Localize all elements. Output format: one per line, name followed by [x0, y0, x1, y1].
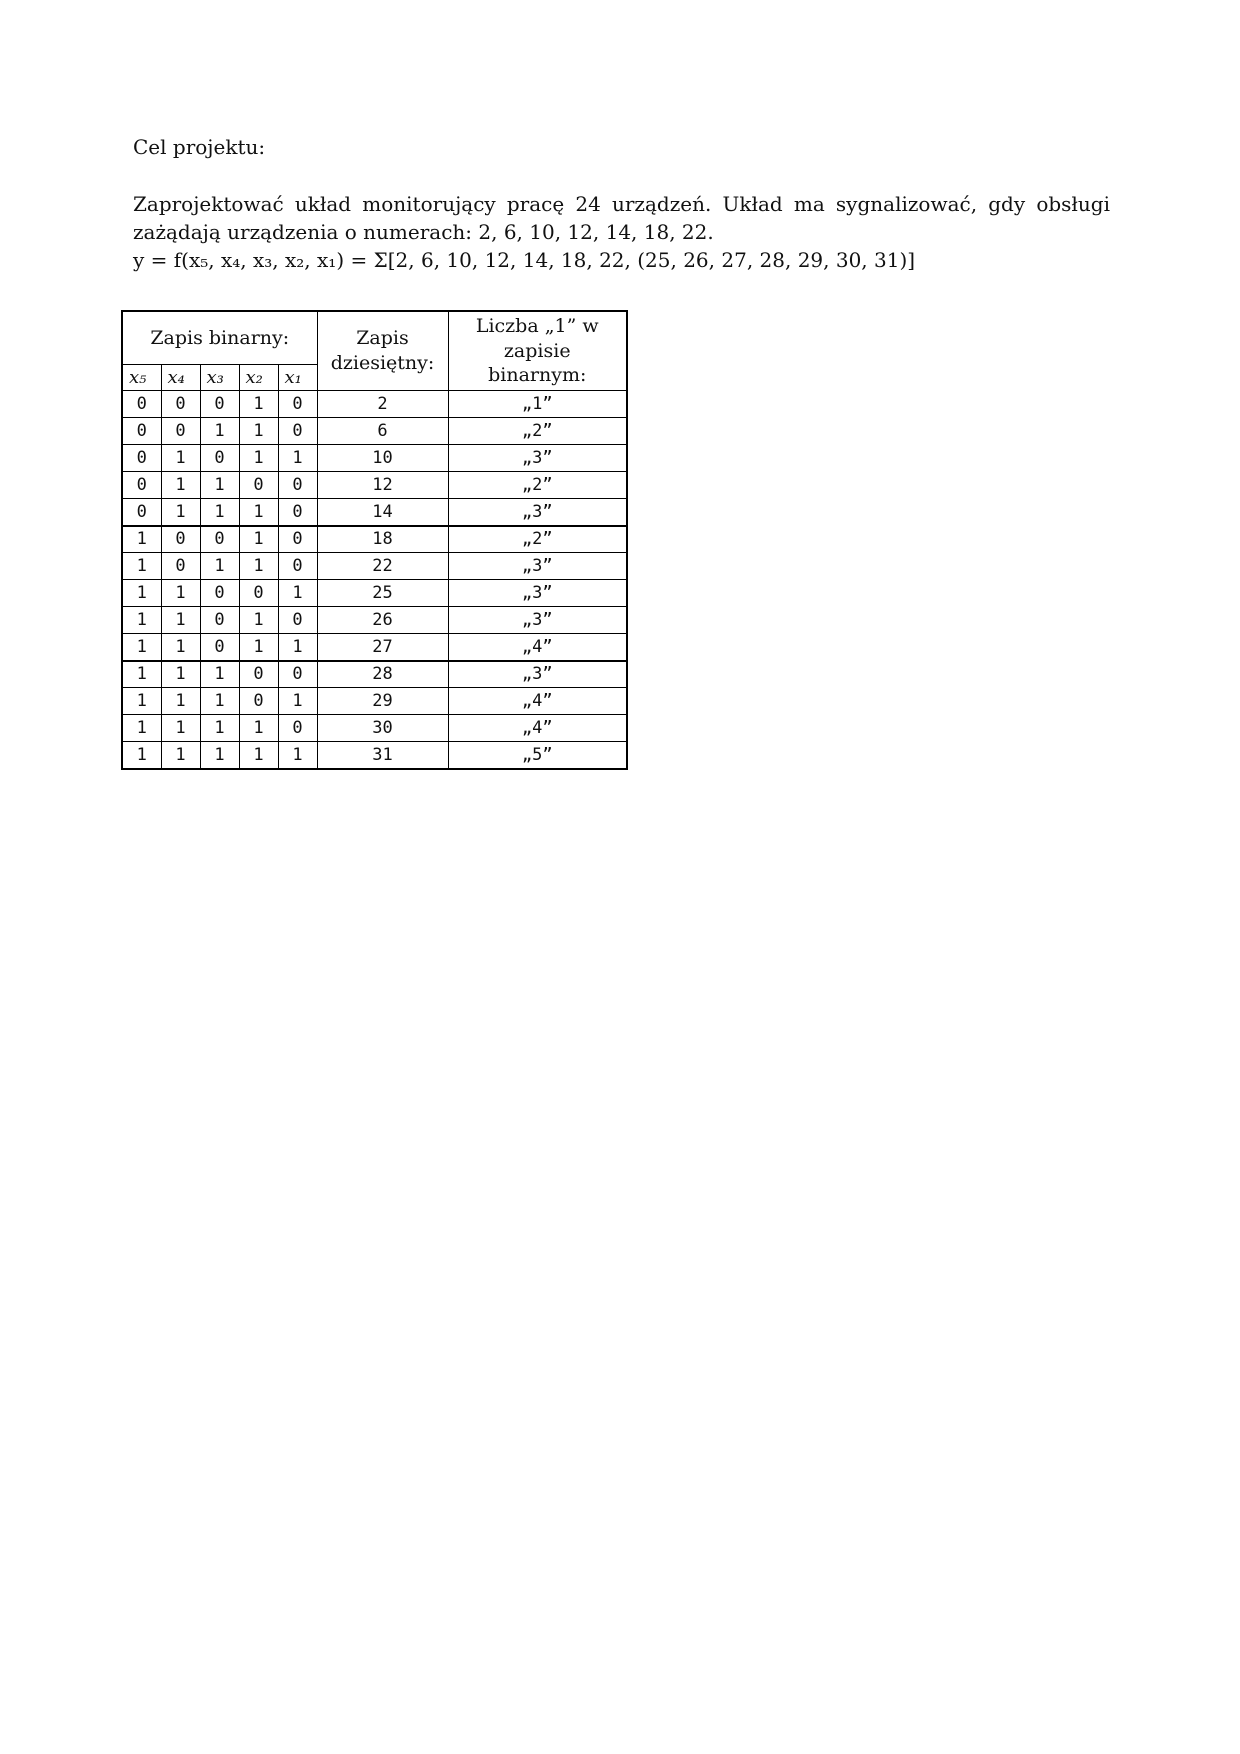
bit-cell: 1 — [239, 634, 278, 661]
bit-column-label: x₂ — [239, 364, 278, 391]
truth-table-body — [122, 391, 627, 769]
bit-cell: 1 — [200, 688, 239, 715]
ones-count-cell: „4” — [448, 715, 627, 742]
header-liczba-jedynek: Liczba „1” w zapisie binarnym: — [448, 311, 627, 391]
table-row — [122, 553, 627, 580]
table-row — [122, 634, 627, 661]
bit-cell: 1 — [278, 580, 317, 607]
bit-cell: 1 — [200, 715, 239, 742]
bit-cell: 1 — [200, 661, 239, 688]
decimal-value-cell: 26 — [317, 607, 448, 634]
ones-count-cell: „3” — [448, 607, 627, 634]
bit-cell: 1 — [122, 526, 161, 553]
bit-cell: 0 — [278, 553, 317, 580]
ones-count-cell: „3” — [448, 499, 627, 526]
bit-cell: 1 — [122, 661, 161, 688]
bit-cell: 1 — [161, 715, 200, 742]
bit-cell: 0 — [161, 418, 200, 445]
bit-cell: 0 — [122, 445, 161, 472]
decimal-value-cell: 31 — [317, 742, 448, 769]
bit-cell: 1 — [239, 742, 278, 769]
bit-cell: 0 — [161, 391, 200, 418]
ones-count-cell: „3” — [448, 553, 627, 580]
bit-cell: 0 — [278, 526, 317, 553]
ones-count-cell: „4” — [448, 688, 627, 715]
bit-column-label: x₅ — [122, 364, 161, 391]
bit-cell: 1 — [200, 553, 239, 580]
bit-cell: 1 — [200, 499, 239, 526]
bit-cell: 0 — [122, 418, 161, 445]
truth-table — [121, 310, 628, 770]
ones-count-cell: „5” — [448, 742, 627, 769]
bit-cell: 1 — [278, 634, 317, 661]
bit-cell: 0 — [122, 472, 161, 499]
project-description: Zaprojektować układ monitorujący pracę 24 urządzeń. Układ ma sygnalizować, gdy obsługi zażądają urządzenia o numerach: 2, 6, 10, 12, 14, 18, 22. — [133, 192, 1110, 244]
bit-cell: 0 — [278, 607, 317, 634]
bit-cell: 0 — [200, 445, 239, 472]
ones-count-cell: „3” — [448, 580, 627, 607]
decimal-value-cell: 22 — [317, 553, 448, 580]
bit-cell: 1 — [161, 634, 200, 661]
bit-cell: 0 — [200, 580, 239, 607]
bit-cell: 1 — [122, 634, 161, 661]
bit-cell: 0 — [278, 715, 317, 742]
bit-cell: 0 — [239, 688, 278, 715]
bit-cell: 1 — [200, 472, 239, 499]
bit-cell: 1 — [122, 688, 161, 715]
bit-cell: 0 — [278, 472, 317, 499]
decimal-value-cell: 28 — [317, 661, 448, 688]
bit-cell: 1 — [239, 499, 278, 526]
bit-cell: 1 — [239, 391, 278, 418]
bit-cell: 0 — [200, 634, 239, 661]
bit-cell: 0 — [278, 661, 317, 688]
bit-cell: 0 — [161, 526, 200, 553]
table-row — [122, 607, 627, 634]
bit-cell: 1 — [161, 742, 200, 769]
bit-cell: 0 — [200, 526, 239, 553]
boolean-function-formula: y = f(x₅, x₄, x₃, x₂, x₁) = Σ[2, 6, 10, 12, 14, 18, 22, (25, 26, 27, 28, 29, 30, 31)] — [133, 248, 916, 272]
bit-cell: 1 — [122, 742, 161, 769]
section-title: Cel projektu: — [133, 135, 266, 159]
bit-cell: 0 — [239, 472, 278, 499]
table-row — [122, 742, 627, 769]
bit-cell: 0 — [239, 661, 278, 688]
decimal-value-cell: 18 — [317, 526, 448, 553]
decimal-value-cell: 10 — [317, 445, 448, 472]
table-row — [122, 391, 627, 418]
table-row — [122, 580, 627, 607]
bit-cell: 0 — [161, 553, 200, 580]
bit-cell: 1 — [200, 418, 239, 445]
decimal-value-cell: 12 — [317, 472, 448, 499]
ones-count-cell: „1” — [448, 391, 627, 418]
decimal-value-cell: 30 — [317, 715, 448, 742]
bit-cell: 1 — [239, 553, 278, 580]
bit-cell: 0 — [200, 607, 239, 634]
bit-cell: 1 — [239, 607, 278, 634]
truth-table-header — [122, 311, 627, 391]
bit-cell: 1 — [200, 742, 239, 769]
bit-cell: 0 — [200, 391, 239, 418]
table-row — [122, 715, 627, 742]
decimal-value-cell: 29 — [317, 688, 448, 715]
decimal-value-cell: 25 — [317, 580, 448, 607]
table-row — [122, 472, 627, 499]
bit-cell: 0 — [278, 418, 317, 445]
bit-cell: 1 — [161, 580, 200, 607]
bit-cell: 1 — [278, 688, 317, 715]
ones-count-cell: „4” — [448, 634, 627, 661]
bit-cell: 0 — [122, 391, 161, 418]
bit-cell: 0 — [278, 391, 317, 418]
decimal-value-cell: 2 — [317, 391, 448, 418]
bit-cell: 1 — [161, 661, 200, 688]
header-zapis-binarny: Zapis binarny: — [122, 311, 317, 364]
bit-cell: 1 — [239, 445, 278, 472]
bit-cell: 1 — [122, 553, 161, 580]
bit-cell: 1 — [122, 607, 161, 634]
bit-cell: 1 — [161, 607, 200, 634]
ones-count-cell: „2” — [448, 418, 627, 445]
bit-cell: 1 — [122, 715, 161, 742]
bit-cell: 1 — [161, 445, 200, 472]
ones-count-cell: „2” — [448, 472, 627, 499]
bit-column-label: x₃ — [200, 364, 239, 391]
bit-cell: 1 — [239, 526, 278, 553]
bit-cell: 1 — [239, 418, 278, 445]
ones-count-cell: „2” — [448, 526, 627, 553]
ones-count-cell: „3” — [448, 661, 627, 688]
table-row — [122, 445, 627, 472]
table-row — [122, 418, 627, 445]
decimal-value-cell: 6 — [317, 418, 448, 445]
table-row — [122, 661, 627, 688]
bit-cell: 1 — [278, 445, 317, 472]
bit-cell: 1 — [239, 715, 278, 742]
ones-count-cell: „3” — [448, 445, 627, 472]
bit-cell: 0 — [122, 499, 161, 526]
bit-cell: 1 — [278, 742, 317, 769]
bit-column-label: x₄ — [161, 364, 200, 391]
decimal-value-cell: 14 — [317, 499, 448, 526]
bit-cell: 0 — [239, 580, 278, 607]
bit-column-label: x₁ — [278, 364, 317, 391]
table-row — [122, 688, 627, 715]
table-row — [122, 526, 627, 553]
bit-cell: 1 — [161, 499, 200, 526]
header-zapis-dziesietny: Zapis dziesiętny: — [317, 311, 448, 391]
bit-cell: 1 — [161, 472, 200, 499]
bit-cell: 1 — [161, 688, 200, 715]
bit-cell: 0 — [278, 499, 317, 526]
table-row — [122, 499, 627, 526]
decimal-value-cell: 27 — [317, 634, 448, 661]
bit-cell: 1 — [122, 580, 161, 607]
